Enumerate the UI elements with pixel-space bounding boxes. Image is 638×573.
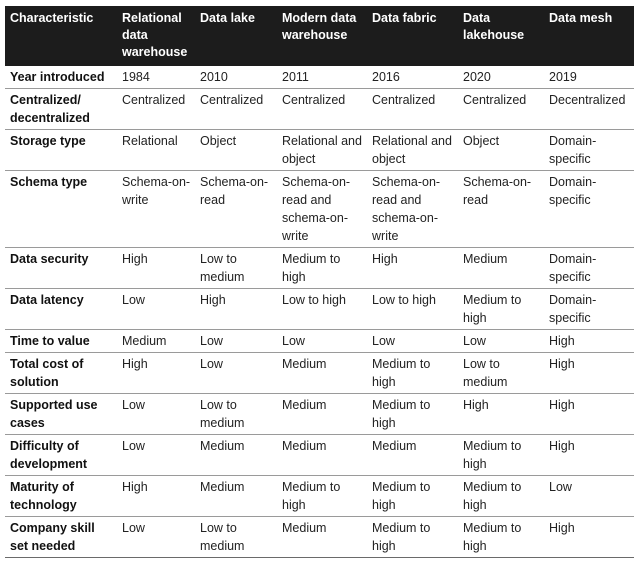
- cell-data-lakehouse: Schema-on-read: [458, 171, 544, 248]
- cell-relational-data-warehouse: High: [117, 476, 195, 517]
- row-label: Storage type: [5, 130, 117, 171]
- cell-data-lakehouse: Medium to high: [458, 289, 544, 330]
- table-header: [5, 6, 634, 66]
- cell-relational-data-warehouse: 1984: [117, 66, 195, 89]
- cell-modern-data-warehouse: Centralized: [277, 89, 367, 130]
- cell-relational-data-warehouse: Schema-on-write: [117, 171, 195, 248]
- cell-modern-data-warehouse: Medium: [277, 517, 367, 558]
- cell-data-lake: Medium: [195, 476, 277, 517]
- cell-relational-data-warehouse: Low: [117, 435, 195, 476]
- cell-data-lakehouse: Medium: [458, 248, 544, 289]
- cell-data-mesh: Domain-specific: [544, 171, 634, 248]
- cell-data-lake: High: [195, 289, 277, 330]
- cell-relational-data-warehouse: Relational: [117, 130, 195, 171]
- cell-data-lakehouse: Centralized: [458, 89, 544, 130]
- cell-data-lakehouse: 2020: [458, 66, 544, 89]
- cell-data-mesh: Domain-specific: [544, 289, 634, 330]
- cell-data-lakehouse: Low to medium: [458, 353, 544, 394]
- table-row: [5, 353, 634, 394]
- cell-data-fabric: Medium to high: [367, 353, 458, 394]
- table-row: [5, 394, 634, 435]
- row-label: Time to value: [5, 330, 117, 353]
- cell-data-fabric: Medium to high: [367, 517, 458, 558]
- cell-data-fabric: Centralized: [367, 89, 458, 130]
- cell-relational-data-warehouse: Medium: [117, 330, 195, 353]
- cell-modern-data-warehouse: Medium to high: [277, 476, 367, 517]
- cell-data-lakehouse: Low: [458, 330, 544, 353]
- header-row: [5, 6, 634, 66]
- cell-data-fabric: Low to high: [367, 289, 458, 330]
- row-label: Total cost of solution: [5, 353, 117, 394]
- column-header-modern-data-warehouse: Modern data warehouse: [277, 6, 367, 66]
- cell-data-lake: Schema-on-read: [195, 171, 277, 248]
- row-label: Data latency: [5, 289, 117, 330]
- cell-relational-data-warehouse: Low: [117, 517, 195, 558]
- row-label: Difficulty of development: [5, 435, 117, 476]
- cell-relational-data-warehouse: High: [117, 353, 195, 394]
- cell-data-mesh: High: [544, 394, 634, 435]
- cell-data-lake: Medium: [195, 435, 277, 476]
- comparison-table-container: [5, 6, 634, 558]
- column-header-relational-data-warehouse: Relational data warehouse: [117, 6, 195, 66]
- table-row: [5, 66, 634, 89]
- cell-relational-data-warehouse: Low: [117, 394, 195, 435]
- cell-relational-data-warehouse: High: [117, 248, 195, 289]
- cell-modern-data-warehouse: Low to high: [277, 289, 367, 330]
- cell-data-lakehouse: High: [458, 394, 544, 435]
- column-header-data-lake: Data lake: [195, 6, 277, 66]
- cell-data-lakehouse: Object: [458, 130, 544, 171]
- cell-data-fabric: 2016: [367, 66, 458, 89]
- cell-data-mesh: Decentralized: [544, 89, 634, 130]
- cell-data-lake: 2010: [195, 66, 277, 89]
- cell-data-lake: Object: [195, 130, 277, 171]
- row-label: Schema type: [5, 171, 117, 248]
- cell-data-fabric: Medium to high: [367, 476, 458, 517]
- table-row: [5, 89, 634, 130]
- cell-modern-data-warehouse: Medium: [277, 394, 367, 435]
- table-row: [5, 248, 634, 289]
- cell-data-fabric: Medium: [367, 435, 458, 476]
- cell-data-mesh: High: [544, 517, 634, 558]
- table-row: [5, 130, 634, 171]
- cell-data-mesh: High: [544, 353, 634, 394]
- table-row: [5, 289, 634, 330]
- table-row: [5, 435, 634, 476]
- table-row: [5, 476, 634, 517]
- cell-data-mesh: Domain-specific: [544, 130, 634, 171]
- cell-data-lake: Low to medium: [195, 248, 277, 289]
- cell-data-lake: Low to medium: [195, 394, 277, 435]
- cell-data-mesh: Domain-specific: [544, 248, 634, 289]
- cell-data-lake: Low: [195, 330, 277, 353]
- column-header-data-mesh: Data mesh: [544, 6, 634, 66]
- cell-data-lake: Low: [195, 353, 277, 394]
- table-row: [5, 330, 634, 353]
- cell-data-fabric: Schema-on-read and schema-on-write: [367, 171, 458, 248]
- cell-modern-data-warehouse: Low: [277, 330, 367, 353]
- table-row: [5, 171, 634, 248]
- row-label: Data security: [5, 248, 117, 289]
- column-header-data-fabric: Data fabric: [367, 6, 458, 66]
- cell-data-lake: Low to medium: [195, 517, 277, 558]
- cell-data-fabric: Relational and object: [367, 130, 458, 171]
- cell-relational-data-warehouse: Low: [117, 289, 195, 330]
- cell-modern-data-warehouse: Medium: [277, 435, 367, 476]
- cell-data-lake: Centralized: [195, 89, 277, 130]
- column-header-characteristic: Characteristic: [5, 6, 117, 66]
- row-label: Year introduced: [5, 66, 117, 89]
- table-body: [5, 66, 634, 558]
- table-row: [5, 517, 634, 558]
- cell-data-lakehouse: Medium to high: [458, 435, 544, 476]
- cell-data-mesh: High: [544, 330, 634, 353]
- cell-modern-data-warehouse: Medium to high: [277, 248, 367, 289]
- row-label: Centralized/ decentralized: [5, 89, 117, 130]
- cell-modern-data-warehouse: Schema-on-read and schema-on-write: [277, 171, 367, 248]
- cell-data-mesh: High: [544, 435, 634, 476]
- cell-data-fabric: Low: [367, 330, 458, 353]
- comparison-table: [5, 6, 634, 558]
- cell-data-fabric: High: [367, 248, 458, 289]
- row-label: Supported use cases: [5, 394, 117, 435]
- cell-modern-data-warehouse: Medium: [277, 353, 367, 394]
- column-header-data-lakehouse: Data lakehouse: [458, 6, 544, 66]
- cell-modern-data-warehouse: Relational and object: [277, 130, 367, 171]
- cell-modern-data-warehouse: 2011: [277, 66, 367, 89]
- cell-relational-data-warehouse: Centralized: [117, 89, 195, 130]
- cell-data-mesh: 2019: [544, 66, 634, 89]
- cell-data-lakehouse: Medium to high: [458, 517, 544, 558]
- row-label: Maturity of technology: [5, 476, 117, 517]
- cell-data-lakehouse: Medium to high: [458, 476, 544, 517]
- row-label: Company skill set needed: [5, 517, 117, 558]
- cell-data-fabric: Medium to high: [367, 394, 458, 435]
- cell-data-mesh: Low: [544, 476, 634, 517]
